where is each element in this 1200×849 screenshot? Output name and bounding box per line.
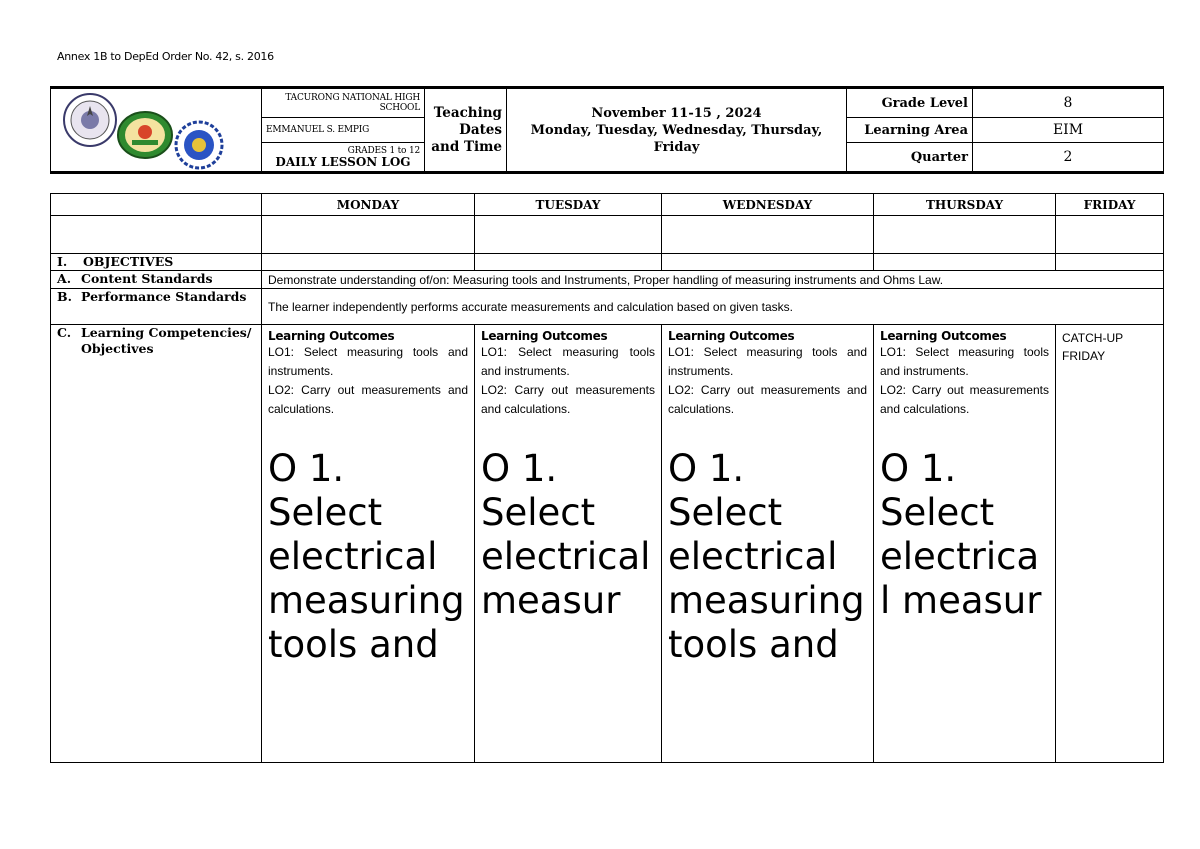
tuesday-competencies [475,325,662,763]
day-header-tuesday: TUESDAY [475,194,662,216]
lo2-text: LO2: Carry out measurements and calculations. [880,383,1049,416]
wednesday-competencies [662,325,874,763]
day-header-monday: MONDAY [262,194,475,216]
blank-cell [475,254,662,271]
lo2-text: LO2: Carry out measurements and calculations. [268,383,468,416]
learning-outcomes-title: Learning Outcomes [268,329,395,343]
item-letter: B. [57,289,72,304]
large-objective-text: O 1. Select electrical measur [481,447,651,622]
learning-outcomes-title: Learning Outcomes [668,329,795,343]
teacher-name: EMMANUEL S. EMPIG [262,118,425,143]
item-letter: A. [57,271,72,286]
annex-reference: Annex 1B to DepEd Order No. 42, s. 2016 [57,50,274,63]
catch-up-friday: CATCH-UP FRIDAY [1062,331,1123,363]
learning-area-value: EIM [973,118,1164,143]
grades-label: GRADES 1 to 12 [347,146,420,156]
content-standards-text: Demonstrate understanding of/on: Measuring tools and Instruments, Proper handling of measuring instruments and Ohms Law. [262,271,1164,289]
blank-cell [1056,254,1164,271]
learning-area-label: Learning Area [847,118,973,143]
learning-outcomes-title: Learning Outcomes [481,329,608,343]
lo2-text: LO2: Carry out measurements and calculations. [481,383,655,416]
blank-cell [662,254,874,271]
performance-standards-text-label: Performance Standards [81,289,247,304]
grade-level-value: 8 [973,88,1164,118]
blank-cell [51,216,262,254]
objectives-heading [51,254,262,271]
objectives-label: OBJECTIVES [83,254,174,269]
learning-outcomes-title: Learning Outcomes [880,329,1007,343]
blank-header-cell [51,194,262,216]
learning-competencies-text-label: Learning Competencies/ Objectives [81,325,252,356]
day-header-wednesday: WEDNESDAY [662,194,874,216]
logo-cell [51,88,262,173]
weekdays: Monday, Tuesday, Wednesday, Thursday, Friday [530,122,823,155]
daily-lesson-log-title: DAILY LESSON LOG [275,155,411,169]
grades-log-cell [262,143,425,173]
lo2-text: LO2: Carry out measurements and calculations. [668,383,867,416]
day-header-thursday: THURSDAY [874,194,1056,216]
performance-standards-text: The learner independently performs accurate measurements and calculation based on given tasks. [262,289,1164,325]
quarter-label: Quarter [847,143,973,173]
friday-competencies [1056,325,1164,763]
large-objective-text: O 1. Select electrical measuring tools and [268,447,465,666]
item-letter: C. [57,325,72,340]
content-standards-label [51,271,262,289]
teaching-dates-cell [507,88,847,173]
learning-competencies-label [51,325,262,763]
blank-cell [262,254,475,271]
blank-cell [475,216,662,254]
blank-cell [1056,216,1164,254]
blank-cell [662,216,874,254]
day-header-friday: FRIDAY [1056,194,1164,216]
lo1-text: LO1: Select measuring tools and instruments. [481,345,655,378]
blank-cell [262,216,475,254]
blank-cell [874,216,1056,254]
school-name: TACURONG NATIONAL HIGH SCHOOL [262,88,425,118]
lo1-text: LO1: Select measuring tools and instruments. [880,345,1049,378]
blank-cell [874,254,1056,271]
performance-standards-label [51,289,262,325]
grade-level-label: Grade Level [847,88,973,118]
lo1-text: LO1: Select measuring tools and instruments. [268,345,468,378]
thursday-competencies [874,325,1056,763]
monday-competencies [262,325,475,763]
teaching-dates-label: Teaching Dates and Time [425,88,507,173]
section-number: I. [57,254,68,269]
date-range: November 11-15 , 2024 [591,105,762,121]
large-objective-text: O 1. Select electrical measuring tools and [668,447,865,666]
large-objective-text: O 1. Select electrical measur [880,447,1042,622]
content-standards-text-label: Content Standards [81,271,213,286]
lesson-log-table [50,193,1164,763]
quarter-value: 2 [973,143,1164,173]
lo1-text: LO1: Select measuring tools and instruments. [668,345,867,378]
header-table [50,86,1164,174]
